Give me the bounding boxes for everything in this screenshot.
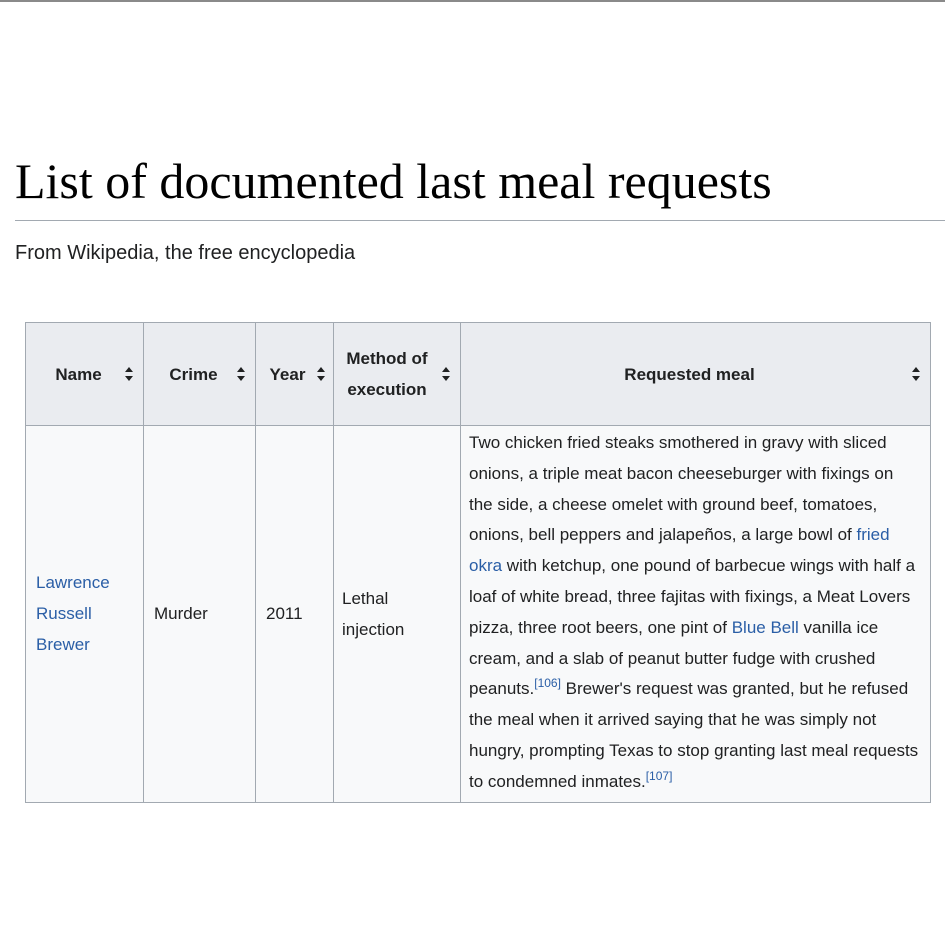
column-header-meal[interactable] <box>461 323 931 426</box>
column-header-meal-label: Requested meal <box>624 364 755 384</box>
page-tagline: From Wikipedia, the free encyclopedia <box>15 242 356 264</box>
sort-icon[interactable] <box>912 367 920 381</box>
cell-method <box>334 426 461 803</box>
column-header-year[interactable] <box>256 323 334 426</box>
reference-link-107[interactable]: [107] <box>645 768 673 783</box>
column-header-name[interactable] <box>26 323 144 426</box>
meal-text: vanilla ice cream, and a slab of peanut butter fudge with crushed peanuts. <box>469 617 879 699</box>
last-meal-table <box>25 322 931 803</box>
cell-year <box>256 426 334 803</box>
table-row <box>26 426 931 803</box>
sort-icon[interactable] <box>317 367 325 381</box>
reference-link-106[interactable]: [106] <box>534 676 561 691</box>
cell-meal <box>461 426 931 803</box>
column-header-name-label: Name <box>55 364 102 384</box>
year-value: 2011 <box>266 604 303 624</box>
fried-okra-link[interactable]: fried okra <box>469 525 890 576</box>
method-value: Lethal injection <box>342 588 405 639</box>
sort-icon[interactable] <box>442 367 450 381</box>
crime-value: Murder <box>154 604 208 624</box>
inmate-name-link[interactable]: Lawrence Russell Brewer <box>36 573 110 655</box>
column-header-year-label: Year <box>269 364 306 384</box>
sort-icon[interactable] <box>237 367 245 381</box>
column-header-crime-label: Crime <box>169 364 218 384</box>
column-header-crime[interactable] <box>144 323 256 426</box>
column-header-method[interactable] <box>334 323 461 426</box>
meal-text: with ketchup, one pound of barbecue wings with half a loaf of white bread, three fajitas with fixings, a Meat Lovers pizza, three root beers, one pint of <box>469 556 916 637</box>
sort-icon[interactable] <box>125 367 133 381</box>
table-header-row <box>26 323 931 426</box>
top-border <box>0 0 945 2</box>
meal-text: Brewer's request was granted, but he refused the meal when it arrived saying that he was simply not hungry, prompting Texas to stop granting last meal requests to condemned inmates. <box>469 679 919 791</box>
cell-name <box>26 426 144 803</box>
column-header-method-label: Method of execution <box>346 349 428 399</box>
blue-bell-link[interactable]: Blue Bell <box>731 617 799 637</box>
cell-crime <box>144 426 256 803</box>
title-divider <box>15 220 945 221</box>
meal-text: Two chicken fried steaks smothered in gravy with sliced onions, a triple meat bacon cheeseburger with fixings on the side, a cheese omelet with ground beef, tomatoes, onions, bell peppers and jalapeños, a large bowl of <box>469 433 894 545</box>
meal-description <box>461 426 930 802</box>
page-title: List of documented last meal requests <box>15 153 772 209</box>
